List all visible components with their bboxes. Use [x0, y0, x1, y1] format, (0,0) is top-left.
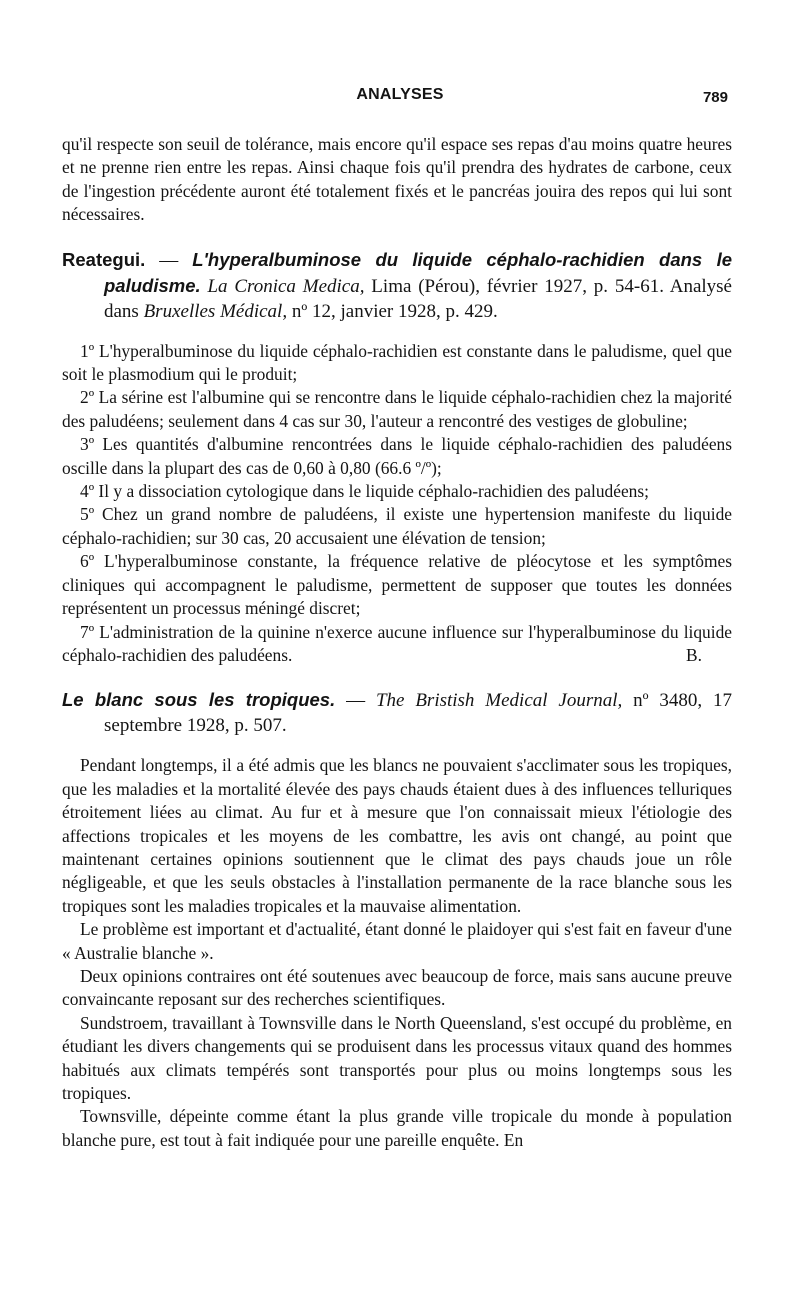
- page-body: [62, 133, 732, 1152]
- article1-heading: [62, 247, 732, 324]
- article1-item-4: 4º Il y a dissociation cytologique dans le liquide céphalo-rachidien des paludéens;: [80, 481, 649, 502]
- article2-journal: The Bristish Medical Journal,: [375, 690, 623, 712]
- article1-item-2: 2º La sérine est l'albumine qui se rencontre dans le liquide céphalo-rachidien chez la majorité des paludéens; seulement dans 4 cas sur 30, l'auteur a rencontré des vestiges de globuline;: [62, 387, 732, 431]
- article1-source2: nº 12, janvier 1928, p. 429.: [287, 300, 498, 322]
- article1-source: Lima (Pérou), février 1927, p. 54-61. Analysé dans: [104, 275, 732, 322]
- article1-item-7: [62, 621, 732, 668]
- article1-author: Reategui.: [62, 248, 146, 270]
- article2-dash: —: [335, 690, 376, 712]
- article1-item-7-text: 7º L'administration de la quinine n'exerce aucune influence sur l'hyperalbuminose du liquide céphalo-rachidien des paludéens.: [62, 621, 732, 665]
- article1-dash: —: [145, 249, 193, 271]
- article1-journal2: Bruxelles Médical,: [143, 300, 288, 322]
- article2-paragraph-1: Pendant longtemps, il a été admis que les blancs ne pouvaient s'acclimater sous les tropiques, que les maladies et la mortalité élevée des pays chauds étaient dues à des influences telluriques étroitement liées au climat. Au fur et à mesure que l'on connaissait mieux l'étiologie des affections tropicales et les moyens de les combattre, les avis ont changé, au point que maintenant certaines opinions soutiennent que le climat des pays chauds joue un rôle négligeable, et que les seuls obstacles à l'installation permanente de la race blanche sous les tropiques sont les maladies tropicales et la mauvaise alimentation.: [62, 755, 732, 916]
- page-number: 789: [702, 89, 728, 106]
- running-title: ANALYSES: [356, 86, 444, 103]
- article2-heading: [62, 687, 732, 738]
- article1-journal: La Cronica Medica,: [207, 275, 365, 297]
- article1-item-5: 5º Chez un grand nombre de paludéens, il existe une hypertension manifeste du liquide céphalo-rachidien; sur 30 cas, 20 accusaient une élévation de tension;: [62, 504, 732, 548]
- article2-paragraph-3: Deux opinions contraires ont été soutenues avec beaucoup de force, mais sans aucune preuve convaincante reposant sur des recherches scientifiques.: [62, 965, 732, 1010]
- article2-paragraph-4: Sundstroem, travaillant à Townsville dans le North Queensland, s'est occupé du problème, en étudiant les divers changements qui se produisent dans les processus vitaux quand des hommes habitués aux climats tempérés sont transportés pour plus ou moins longtemps sous les tropiques.: [62, 1012, 732, 1103]
- article1-item-1: 1º L'hyperalbuminose du liquide céphalo-rachidien est constante dans le paludisme, quel que soit le plasmodium qui le produit;: [62, 340, 732, 385]
- article2-paragraph-2: Le problème est important et d'actualité, étant donné le plaidoyer qui s'est fait en faveur d'une « Australie blanche ».: [62, 919, 732, 963]
- article2-paragraph-5: Townsville, dépeinte comme étant la plus grande ville tropicale du monde à population blanche pure, est tout à fait indiquée pour une pareille enquête. En: [62, 1106, 732, 1150]
- article2-source: nº 3480, 17 septembre 1928, p. 507.: [104, 690, 732, 737]
- article1-title: L'hyperalbuminose du liquide céphalo-rachidien dans le paludisme.: [104, 248, 732, 296]
- article1-signature: B.: [686, 644, 702, 665]
- intro-paragraph: qu'il respecte son seuil de tolérance, mais encore qu'il espace ses repas d'au moins quatre heures et ne prenne rien entre les repas. Ainsi chaque fois qu'il prendra des hydrates de carbone, ceux de l'ingestion précédente auront été totalement fixés et le pancréas jouira des repos qui lui sont nécessaires.: [62, 134, 732, 225]
- article1-item-3: 3º Les quantités d'albumine rencontrées dans le liquide céphalo-rachidien des paludéens oscille dans la plupart des cas de 0,60 à 0,80 (66.6 º/º);: [62, 434, 732, 478]
- article2-title: Le blanc sous les tropiques.: [62, 689, 336, 711]
- article1-item-6: 6º L'hyperalbuminose constante, la fréquence relative de pléocytose et les symptômes cliniques qui accompagnent le paludisme, permettent de supposer que toutes les données représentent un processus méningé discret;: [62, 551, 732, 619]
